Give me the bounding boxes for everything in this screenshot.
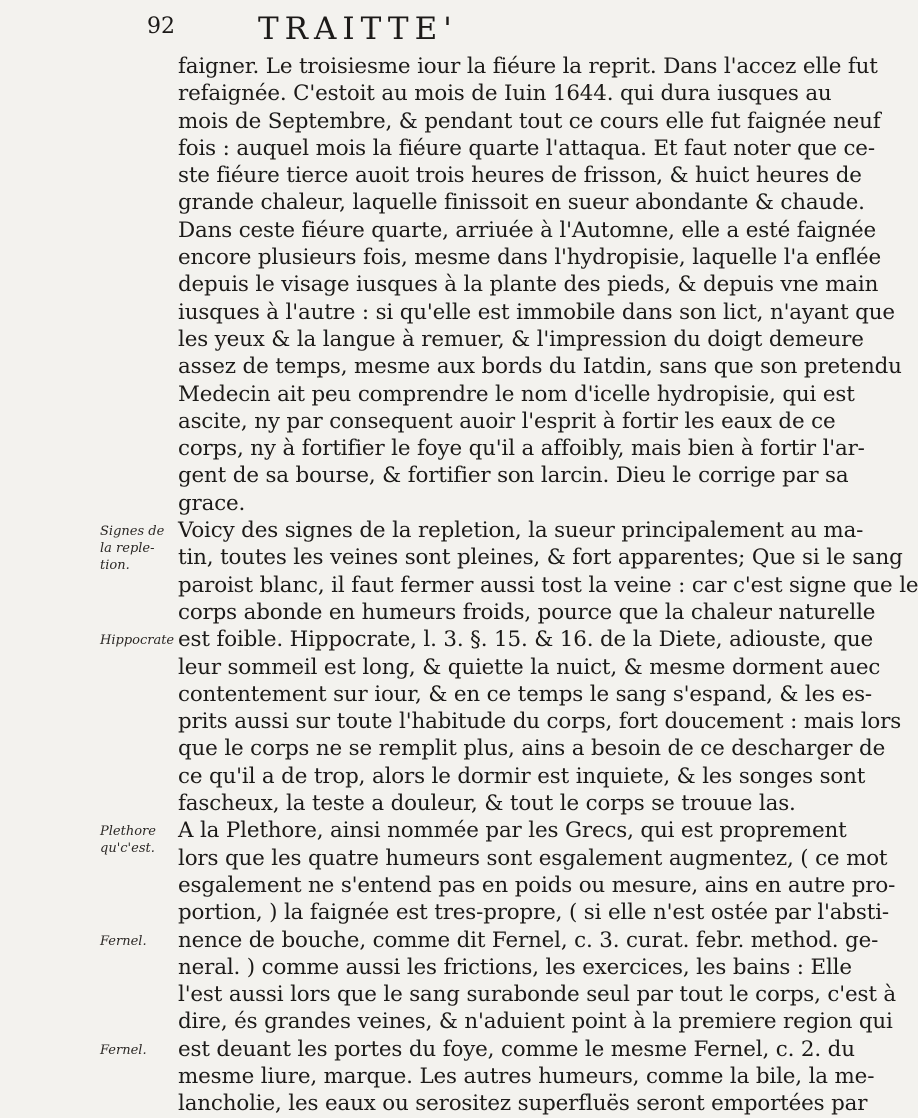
- text-line: assez de temps, mesme aux bords du Iatdin, sans que son pretendu: [178, 354, 902, 380]
- text-line: grace.: [178, 490, 246, 516]
- text-line: leur sommeil est long, & quiette la nuict, & mesme dorment auec: [178, 654, 881, 680]
- text-line: dire, és grandes veines, & n'aduient point à la premiere region qui: [178, 1009, 893, 1035]
- text-line: lancholie, les eaux ou serositez superfluës seront emportées par: [178, 1091, 868, 1117]
- text-line: ste fiéure tierce auoit trois heures de frisson, & huict heures de: [178, 163, 862, 189]
- text-line: que le corps ne se remplit plus, ains a besoin de ce descharger de: [178, 736, 886, 762]
- text-line: corps, ny à fortifier le foye qu'il a affoibly, mais bien à fortir l'ar-: [178, 436, 865, 462]
- text-line: gent de sa bourse, & fortifier son larcin. Dieu le corrige par sa: [178, 463, 849, 489]
- text-line: l'est aussi lors que le sang surabonde seul par tout le corps, c'est à: [178, 982, 897, 1008]
- text-line: refaignée. C'estoit au mois de Iuin 1644. qui dura iusques au: [178, 81, 832, 107]
- text-line: paroist blanc, il faut fermer aussi tost la veine : car c'est signe que le: [178, 572, 918, 598]
- text-line: portion, ) la faignée est tres-propre, ( si elle n'est ostée par l'absti-: [178, 900, 889, 926]
- text-line: esgalement ne s'entend pas en poids ou mesure, ains en autre pro-: [178, 872, 896, 898]
- text-line: Dans ceste fiéure quarte, arriuée à l'Automne, elle a esté faignée: [178, 217, 876, 243]
- text-line: A la Plethore, ainsi nommée par les Grecs, qui est proprement: [178, 818, 847, 844]
- margin-note: Hippocrate: [100, 633, 175, 649]
- text-line: neral. ) comme aussi les frictions, les exercices, les bains : Elle: [178, 954, 852, 980]
- text-line: Medecin ait peu comprendre le nom d'icelle hydropisie, qui est: [178, 381, 855, 407]
- text-line: les yeux & la langue à remuer, & l'impression du doigt demeure: [178, 326, 864, 352]
- body-text: [178, 53, 918, 1118]
- text-line: mois de Septembre, & pendant tout ce cours elle fut faignée neuf: [178, 108, 881, 134]
- text-line: iusques à l'autre : si qu'elle est immobile dans son lict, n'ayant que: [178, 299, 895, 325]
- text-line: mesme liure, marque. Les autres humeurs, comme la bile, la me-: [178, 1063, 875, 1089]
- text-line: fascheux, la teste a douleur, & tout le corps se trouue las.: [178, 791, 796, 817]
- text-line: lors que les quatre humeurs sont esgalement augmentez, ( ce mot: [178, 845, 888, 871]
- text-line: nence de bouche, comme dit Fernel, c. 3. curat. febr. method. ge-: [178, 927, 879, 953]
- text-line: corps abonde en humeurs froids, pource que la chaleur naturelle: [178, 599, 876, 625]
- margin-note: Plethore qu'c'est.: [100, 824, 156, 857]
- text-line: prits aussi sur toute l'habitude du corps, fort doucement : mais lors: [178, 709, 902, 735]
- margin-note: Fernel.: [100, 933, 147, 949]
- text-line: ascite, ny par consequent auoir l'esprit à fortir les eaux de ce: [178, 408, 836, 434]
- text-line: contentement sur iour, & en ce temps le sang s'espand, & les es-: [178, 681, 872, 707]
- margin-note: Fernel.: [100, 1042, 147, 1058]
- text-line: encore plusieurs fois, mesme dans l'hydropisie, laquelle l'a enflée: [178, 245, 882, 271]
- text-line: est foible. Hippocrate, l. 3. §. 15. & 16. de la Diete, adiouste, que: [178, 627, 874, 653]
- text-line: faigner. Le troisiesme iour la fiéure la reprit. Dans l'accez elle fut: [178, 54, 878, 79]
- text-line: tin, toutes les veines sont pleines, & fort apparentes; Que si le sang: [178, 545, 903, 571]
- text-line: Voicy des signes de la repletion, la sueur principalement au ma-: [178, 518, 864, 544]
- text-line: grande chaleur, laquelle finissoit en sueur abondante & chaude.: [178, 190, 865, 216]
- running-title: TRAITTE': [258, 11, 458, 47]
- text-line: ce qu'il a de trop, alors le dormir est inquiete, & les songes sont: [178, 763, 866, 789]
- text-line: depuis le visage iusques à la plante des pieds, & depuis vne main: [178, 272, 879, 298]
- page-number: 92: [147, 14, 175, 39]
- text-line: est deuant les portes du foye, comme le mesme Fernel, c. 2. du: [178, 1036, 855, 1062]
- margin-note: Signes de la reple-tion.: [100, 524, 165, 574]
- text-line: fois : auquel mois la fiéure quarte l'attaqua. Et faut noter que ce-: [178, 135, 875, 161]
